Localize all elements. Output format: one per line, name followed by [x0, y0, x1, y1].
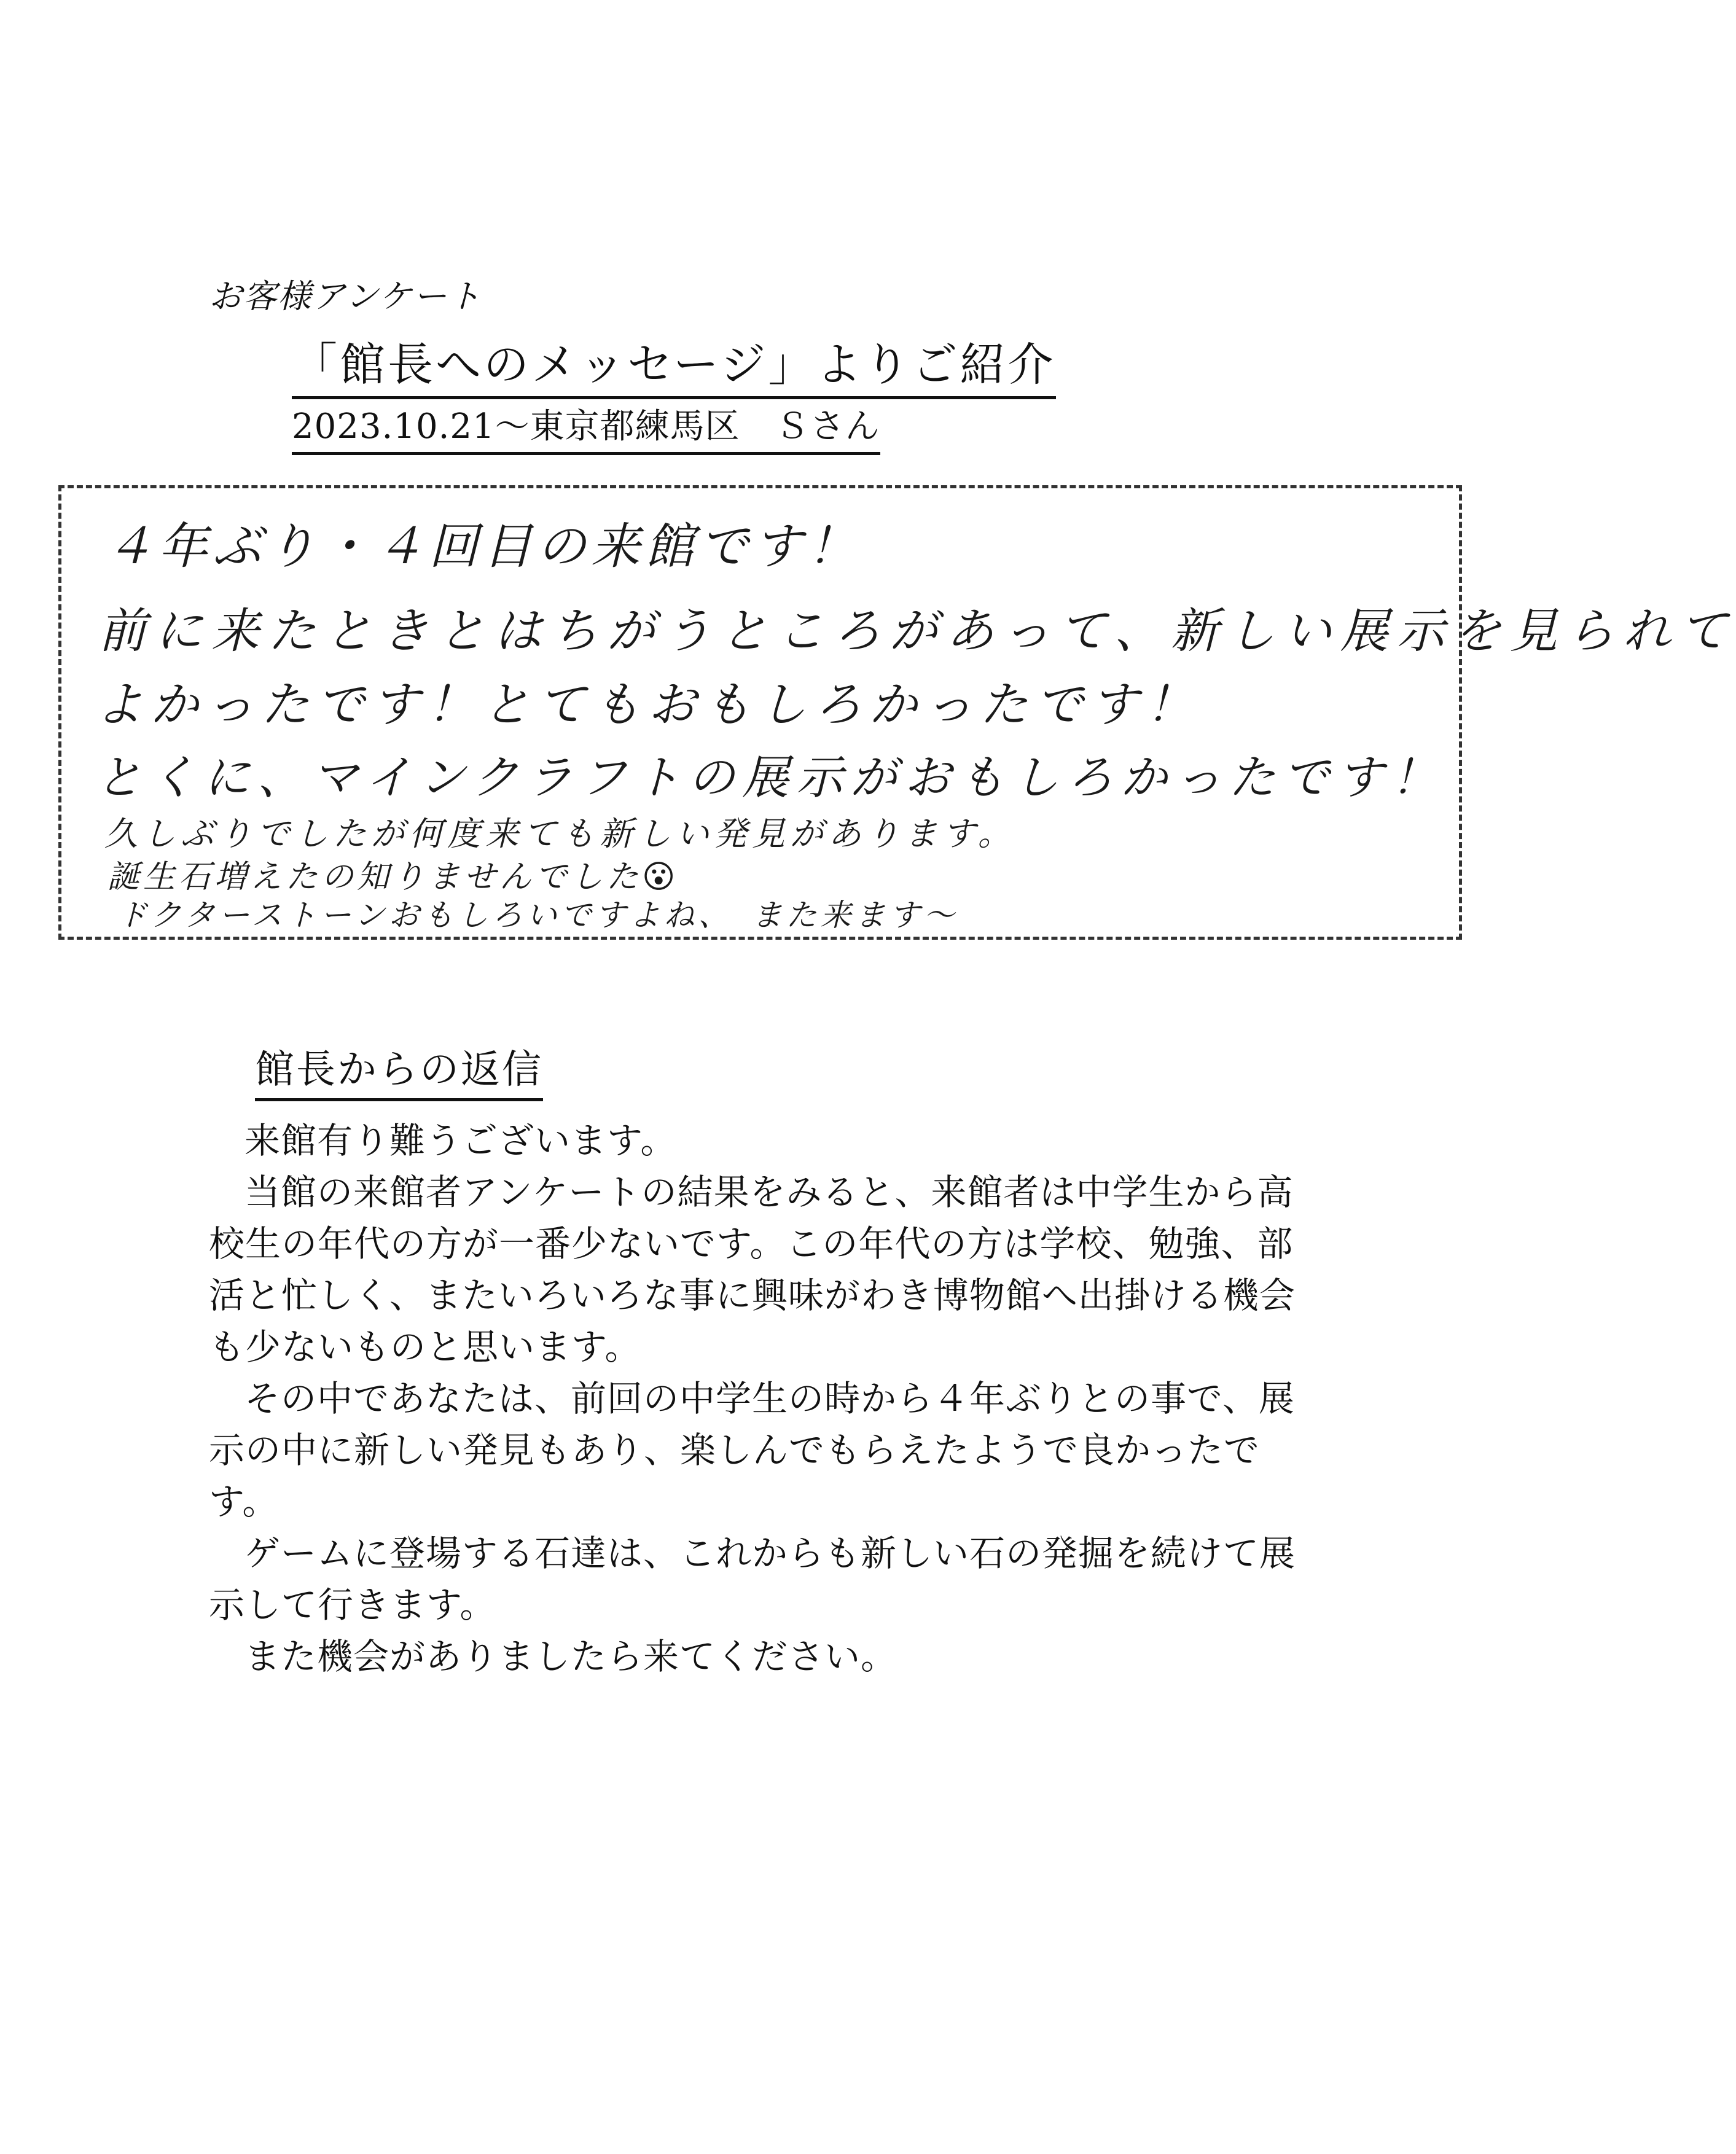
reply-paragraph-3: その中であなたは、前回の中学生の時から４年ぶりとの事で、展示の中に新しい発見もあり、楽しんでもらえたようで良かったです。: [209, 1378, 1295, 1523]
reply-body: [209, 1115, 1302, 1682]
survey-label: お客様アンケート: [209, 277, 482, 316]
handwritten-line-3: よかったです！とてもおもしろかったです！: [95, 677, 1202, 733]
handwritten-line-4: とくに、マインクラフトの展示がおもしろかったです！: [95, 750, 1445, 805]
reply-paragraph-5: また機会がありましたら来てください。: [244, 1636, 897, 1677]
handwritten-line-1: ４年ぶり・４回目の来館です！: [104, 518, 861, 575]
handwritten-line-7: ドクターストーンおもしろいですよね、 また来ます～: [117, 897, 958, 933]
reply-paragraph-2: 当館の来館者アンケートの結果をみると、来館者は中学生から高校生の年代の方が一番少ないです。この年代の方は学校、勉強、部活と忙しく、またいろいろな事に興味がわき博物館へ出掛ける機会も少ないものと思います。: [209, 1171, 1296, 1368]
visitor-message-box: [58, 485, 1736, 940]
handwritten-line-2: 前に来たときとはちがうところがあって、新しい展示を見られて: [98, 604, 1736, 659]
reply-paragraph-4: ゲームに登場する石達は、これからも新しい石の発掘を続けて展示して行きます。: [209, 1532, 1296, 1626]
visit-date-location: 2023.10.21～東京都練馬区 Ｓさん: [292, 399, 880, 455]
page-title: 「館長へのメッセージ」よりご紹介: [292, 329, 1056, 399]
reply-heading: 館長からの返信: [255, 1038, 543, 1101]
handwritten-line-5: 久しぶりでしたが何度来ても新しい発見があります。: [104, 814, 1016, 853]
reply-paragraph-1: 来館有り難うございます。: [244, 1120, 677, 1161]
handwritten-line-6: 誕生石増えたの知りませんでした😮: [108, 859, 679, 896]
